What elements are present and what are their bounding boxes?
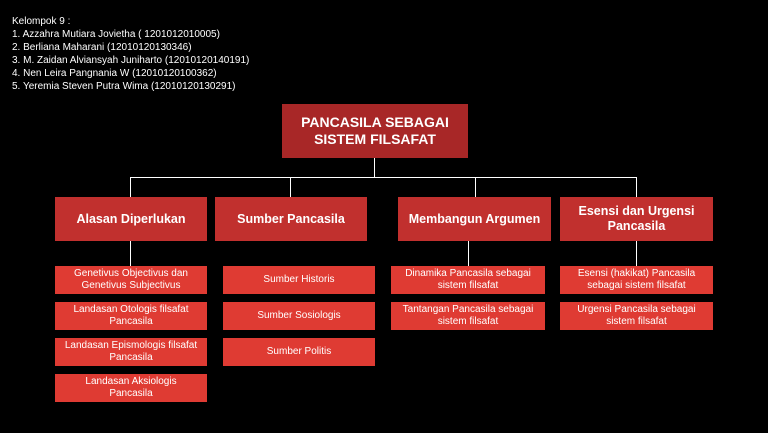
item-line-1: Tantangan Pancasila sebagai	[402, 304, 534, 315]
category-label-line-1: Esensi dan Urgensi	[578, 204, 695, 218]
connector-cat-3-items	[468, 241, 469, 266]
root-title-line-1: PANCASILA SEBAGAI	[301, 114, 449, 130]
item-line-2: sistem filsafat	[606, 316, 667, 327]
item-line-1: Esensi (hakikat) Pancasila	[577, 268, 696, 279]
item-line-2: Pancasila	[109, 316, 153, 327]
item-line-1: Landasan Otologis filsafat	[73, 304, 189, 315]
item-sumber-historis	[223, 266, 375, 294]
connector-cat-1-items	[130, 241, 131, 266]
connector-cat-1	[130, 177, 131, 197]
root-title-line-2: SISTEM FILSAFAT	[314, 131, 436, 147]
item-line-2: sebagai sistem filsafat	[587, 280, 686, 291]
category-label: Alasan Diperlukan	[76, 211, 186, 226]
connector-cat-4-items	[636, 241, 637, 266]
member-4: 4. Nen Leira Pangnania W (12010120100362)	[12, 68, 217, 79]
item-line-2: sistem filsafat	[437, 280, 499, 291]
item-line-1: Dinamika Pancasila sebagai	[405, 268, 531, 279]
item-line-2: sistem filsafat	[437, 316, 499, 327]
item-line-1: Genetivus Objectivus dan	[74, 268, 188, 279]
item-landasan-otologis	[55, 302, 207, 330]
item-dinamika-pancasila	[391, 266, 545, 294]
item-genetivus	[55, 266, 207, 294]
member-2: 2. Berliana Maharani (12010120130346)	[12, 42, 192, 53]
item-label: Sumber Sosiologis	[257, 310, 341, 321]
connector-cat-4	[636, 177, 637, 197]
item-esensi-pancasila	[560, 266, 713, 294]
connector-cat-3	[475, 177, 476, 197]
category-label: Membangun Argumen	[408, 211, 541, 226]
group-member-list	[12, 15, 249, 93]
member-5: 5. Yeremia Steven Putra Wima (12010120130291)	[12, 81, 236, 92]
item-landasan-aksiologis	[55, 374, 207, 402]
category-label: Sumber Pancasila	[237, 211, 345, 226]
category-sumber-pancasila	[215, 197, 367, 241]
category-esensi-urgensi	[560, 197, 713, 241]
item-sumber-sosiologis	[223, 302, 375, 330]
item-line-2: Pancasila	[109, 352, 153, 363]
connector-root-down	[374, 158, 375, 178]
group-title: Kelompok 9 :	[12, 16, 71, 27]
item-label: Sumber Historis	[263, 274, 335, 285]
root-node	[282, 104, 468, 158]
item-sumber-politis	[223, 338, 375, 366]
member-1: 1. Azzahra Mutiara Jovietha ( 1201012010005)	[12, 29, 220, 40]
connector-horizontal	[130, 177, 637, 178]
item-line-2: Pancasila	[109, 388, 153, 399]
item-line-2: Genetivus Subjectivus	[81, 280, 181, 291]
item-line-1: Landasan Epismologis filsafat	[64, 340, 198, 351]
item-urgensi-pancasila	[560, 302, 713, 330]
category-alasan-diperlukan	[55, 197, 207, 241]
item-line-1: Urgensi Pancasila sebagai	[577, 304, 696, 315]
item-line-1: Landasan Aksiologis	[85, 376, 177, 387]
connector-cat-2	[290, 177, 291, 197]
category-membangun-argumen	[398, 197, 551, 241]
category-label-line-2: Pancasila	[607, 219, 666, 233]
member-3: 3. M. Zaidan Alviansyah Juniharto (12010120140191)	[12, 55, 250, 66]
item-label: Sumber Politis	[266, 346, 332, 357]
item-tantangan-pancasila	[391, 302, 545, 330]
item-landasan-epismologis	[55, 338, 207, 366]
